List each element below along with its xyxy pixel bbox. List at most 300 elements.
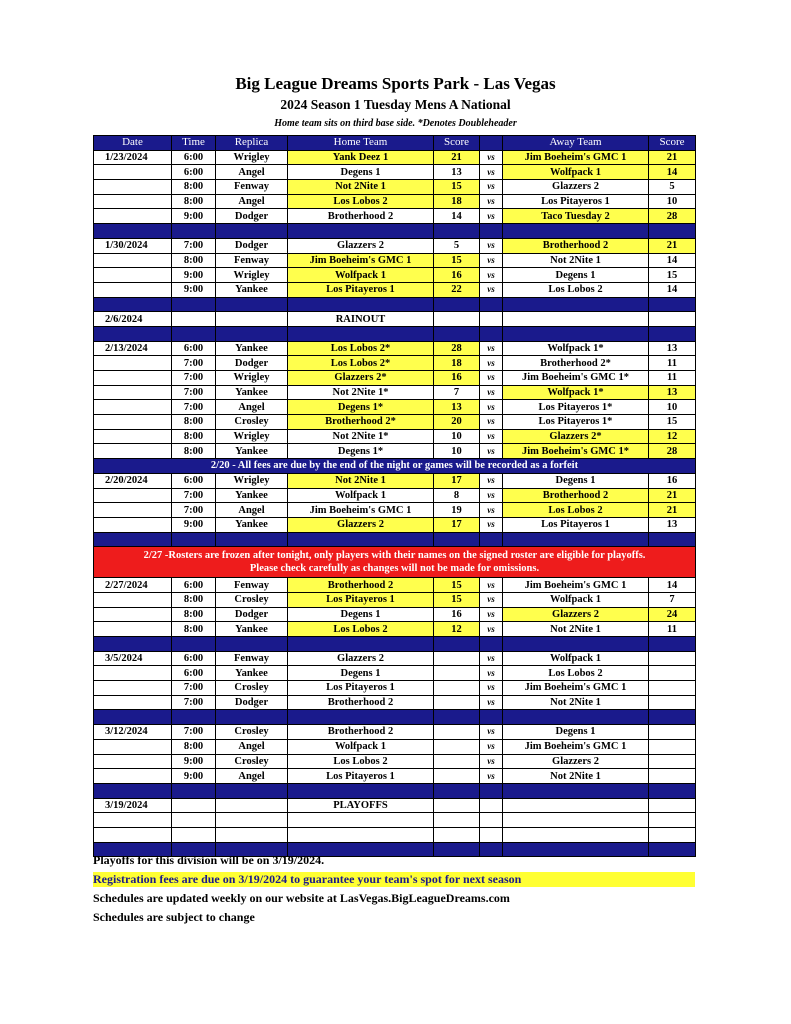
game-time: 8:00 [172, 739, 216, 754]
empty-cell [649, 710, 696, 725]
field-name: Dodger [216, 356, 288, 371]
game-time: 7:00 [172, 681, 216, 696]
field-name: Dodger [216, 238, 288, 253]
game-row [94, 739, 696, 754]
home-score: 12 [434, 622, 480, 637]
game-time: 6:00 [172, 150, 216, 165]
game-row [94, 578, 696, 593]
home-team: Not 2Nite 1 [288, 180, 434, 195]
home-team: Los Pitayeros 1 [288, 769, 434, 784]
schedule-date [94, 400, 172, 415]
col-home-score: Score [434, 136, 480, 151]
vs-label: vs [480, 739, 503, 754]
away-team: Taco Tuesday 2 [503, 209, 649, 224]
field-name: Fenway [216, 253, 288, 268]
empty-cell [434, 813, 480, 828]
empty-cell [288, 326, 434, 341]
game-row [94, 429, 696, 444]
schedule-date [94, 517, 172, 532]
home-team: Glazzers 2 [288, 517, 434, 532]
empty-cell [434, 842, 480, 857]
game-time: 6:00 [172, 165, 216, 180]
page-title: Big League Dreams Sports Park - Las Vegas [235, 74, 556, 93]
schedule-date [94, 194, 172, 209]
empty-cell [94, 827, 172, 842]
empty-cell [480, 783, 503, 798]
away-team: Degens 1 [503, 268, 649, 283]
game-time: 8:00 [172, 622, 216, 637]
empty-cell [503, 813, 649, 828]
away-score: 13 [649, 341, 696, 356]
home-team: Brotherhood 2* [288, 415, 434, 430]
empty-cell [172, 813, 216, 828]
empty-cell [434, 710, 480, 725]
away-team: Degens 1 [503, 473, 649, 488]
col-home-team: Home Team [288, 136, 434, 151]
away-team: Brotherhood 2* [503, 356, 649, 371]
away-team: Wolfpack 1* [503, 385, 649, 400]
away-team: Los Pitayeros 1 [503, 194, 649, 209]
away-score: 11 [649, 356, 696, 371]
empty-cell [480, 532, 503, 547]
separator-row [94, 326, 696, 341]
game-time: 8:00 [172, 415, 216, 430]
field-name: Crosley [216, 681, 288, 696]
home-team: PLAYOFFS [288, 798, 434, 813]
game-time: 6:00 [172, 666, 216, 681]
field-name: Crosley [216, 754, 288, 769]
game-time: 9:00 [172, 209, 216, 224]
home-score [434, 725, 480, 740]
schedule-date [94, 371, 172, 386]
schedule-date [94, 592, 172, 607]
away-score: 15 [649, 415, 696, 430]
roster-alert [94, 547, 696, 578]
field-name: Yankee [216, 517, 288, 532]
schedule-date: 1/23/2024 [94, 150, 172, 165]
vs-label: vs [480, 282, 503, 297]
empty-cell [172, 710, 216, 725]
field-name: Yankee [216, 341, 288, 356]
away-score [649, 695, 696, 710]
game-row [94, 268, 696, 283]
home-score: 16 [434, 268, 480, 283]
home-score: 21 [434, 150, 480, 165]
home-team: Los Pitayeros 1 [288, 681, 434, 696]
home-score [434, 666, 480, 681]
home-score: 17 [434, 473, 480, 488]
away-score: 12 [649, 429, 696, 444]
empty-cell [649, 326, 696, 341]
game-time: 7:00 [172, 371, 216, 386]
empty-cell [216, 637, 288, 652]
field-name: Yankee [216, 622, 288, 637]
empty-cell [288, 710, 434, 725]
col-time: Time [172, 136, 216, 151]
game-time: 7:00 [172, 503, 216, 518]
field-name: Dodger [216, 607, 288, 622]
away-team: Wolfpack 1 [503, 165, 649, 180]
empty-cell [94, 637, 172, 652]
vs-label: vs [480, 769, 503, 784]
game-row [94, 666, 696, 681]
home-score: 13 [434, 165, 480, 180]
empty-cell [480, 224, 503, 239]
home-score: 10 [434, 429, 480, 444]
vs-label: vs [480, 622, 503, 637]
game-row [94, 503, 696, 518]
game-row [94, 798, 696, 813]
home-team: Glazzers 2 [288, 651, 434, 666]
game-row [94, 517, 696, 532]
game-time: 8:00 [172, 180, 216, 195]
empty-cell [434, 783, 480, 798]
empty-cell [503, 637, 649, 652]
empty-cell [94, 783, 172, 798]
schedule-date [94, 385, 172, 400]
away-team: Not 2Nite 1 [503, 769, 649, 784]
empty-cell [288, 224, 434, 239]
vs-label: vs [480, 503, 503, 518]
empty-cell [649, 224, 696, 239]
field-name: Yankee [216, 666, 288, 681]
game-row [94, 209, 696, 224]
vs-label: vs [480, 150, 503, 165]
away-team: Wolfpack 1 [503, 651, 649, 666]
empty-cell [480, 842, 503, 857]
game-row [94, 371, 696, 386]
field-name: Wrigley [216, 268, 288, 283]
game-row [94, 165, 696, 180]
col-replica: Replica [216, 136, 288, 151]
home-team: Los Pitayeros 1 [288, 592, 434, 607]
game-row [94, 180, 696, 195]
empty-cell [503, 224, 649, 239]
separator-row [94, 224, 696, 239]
home-team: Jim Boeheim's GMC 1 [288, 253, 434, 268]
schedule-date [94, 429, 172, 444]
schedule-date: 2/13/2024 [94, 341, 172, 356]
home-team: Degens 1 [288, 165, 434, 180]
empty-cell [288, 813, 434, 828]
game-time: 7:00 [172, 725, 216, 740]
away-score [649, 725, 696, 740]
game-row [94, 385, 696, 400]
home-team: Degens 1* [288, 444, 434, 459]
away-score: 7 [649, 592, 696, 607]
game-row [94, 754, 696, 769]
away-score: 21 [649, 150, 696, 165]
empty-cell [503, 326, 649, 341]
field-name: Crosley [216, 592, 288, 607]
away-team: Los Pitayeros 1* [503, 400, 649, 415]
separator-row [94, 297, 696, 312]
home-team: Wolfpack 1 [288, 739, 434, 754]
schedule-date: 2/20/2024 [94, 473, 172, 488]
home-score: 20 [434, 415, 480, 430]
schedule-date [94, 165, 172, 180]
away-team: Brotherhood 2 [503, 238, 649, 253]
game-row [94, 681, 696, 696]
home-team: Not 2Nite 1* [288, 385, 434, 400]
home-score: 8 [434, 488, 480, 503]
game-row [94, 592, 696, 607]
empty-cell [216, 813, 288, 828]
field-name: Wrigley [216, 429, 288, 444]
home-team: Los Lobos 2* [288, 356, 434, 371]
field-name: Angel [216, 194, 288, 209]
empty-cell [94, 813, 172, 828]
game-time: 9:00 [172, 268, 216, 283]
fee-notice: 2/20 - All fees are due by the end of the night or games will be recorded as a forfeit [94, 459, 696, 474]
home-score [434, 739, 480, 754]
game-row [94, 341, 696, 356]
separator-row [94, 710, 696, 725]
away-team [503, 312, 649, 327]
schedule-date [94, 282, 172, 297]
home-score: 22 [434, 282, 480, 297]
empty-cell [480, 710, 503, 725]
vs-label: vs [480, 473, 503, 488]
change-note: Schedules are subject to change [93, 910, 255, 924]
alert-row [94, 547, 696, 578]
empty-cell [172, 326, 216, 341]
field-name: Yankee [216, 385, 288, 400]
away-team: Glazzers 2 [503, 607, 649, 622]
away-score [649, 681, 696, 696]
schedule-date: 3/12/2024 [94, 725, 172, 740]
game-time: 8:00 [172, 429, 216, 444]
home-score: 10 [434, 444, 480, 459]
empty-cell [172, 297, 216, 312]
home-score: 13 [434, 400, 480, 415]
schedule-table [93, 135, 696, 857]
game-time: 8:00 [172, 194, 216, 209]
home-team: Brotherhood 2 [288, 209, 434, 224]
schedule-date: 1/30/2024 [94, 238, 172, 253]
field-name: Angel [216, 739, 288, 754]
vs-label: vs [480, 371, 503, 386]
empty-cell [649, 532, 696, 547]
away-score: 11 [649, 622, 696, 637]
away-score: 10 [649, 194, 696, 209]
home-score: 18 [434, 194, 480, 209]
empty-cell [649, 827, 696, 842]
home-score: 5 [434, 238, 480, 253]
away-team: Jim Boeheim's GMC 1 [503, 681, 649, 696]
away-score [649, 651, 696, 666]
away-team: Glazzers 2* [503, 429, 649, 444]
away-score: 14 [649, 165, 696, 180]
home-score: 16 [434, 371, 480, 386]
home-score: 15 [434, 253, 480, 268]
game-row [94, 725, 696, 740]
game-row [94, 607, 696, 622]
empty-cell [172, 637, 216, 652]
field-name: Angel [216, 400, 288, 415]
empty-cell [94, 224, 172, 239]
away-team: Jim Boeheim's GMC 1* [503, 444, 649, 459]
away-team: Glazzers 2 [503, 180, 649, 195]
away-score: 13 [649, 517, 696, 532]
separator-row [94, 637, 696, 652]
game-time: 8:00 [172, 592, 216, 607]
home-score: 15 [434, 578, 480, 593]
home-score: 7 [434, 385, 480, 400]
away-score [649, 754, 696, 769]
field-name: Fenway [216, 180, 288, 195]
game-row [94, 769, 696, 784]
away-team: Not 2Nite 1 [503, 622, 649, 637]
field-name: Wrigley [216, 150, 288, 165]
field-name: Wrigley [216, 473, 288, 488]
vs-label [480, 312, 503, 327]
vs-label: vs [480, 385, 503, 400]
away-score: 21 [649, 503, 696, 518]
field-name: Angel [216, 165, 288, 180]
game-time: 6:00 [172, 578, 216, 593]
game-time: 7:00 [172, 385, 216, 400]
field-name: Yankee [216, 488, 288, 503]
empty-row [94, 813, 696, 828]
schedule-date [94, 356, 172, 371]
empty-cell [288, 827, 434, 842]
home-team: Wolfpack 1 [288, 488, 434, 503]
game-row [94, 473, 696, 488]
schedule-date [94, 622, 172, 637]
home-team: Los Lobos 2 [288, 194, 434, 209]
empty-cell [288, 297, 434, 312]
home-score: 15 [434, 592, 480, 607]
empty-cell [216, 326, 288, 341]
col-date: Date [94, 136, 172, 151]
empty-cell [172, 827, 216, 842]
home-team: Yank Deez 1 [288, 150, 434, 165]
home-score: 17 [434, 517, 480, 532]
field-name: Crosley [216, 725, 288, 740]
home-team: Brotherhood 2 [288, 725, 434, 740]
home-score [434, 754, 480, 769]
away-score: 28 [649, 444, 696, 459]
game-time: 6:00 [172, 651, 216, 666]
vs-label: vs [480, 681, 503, 696]
game-time: 7:00 [172, 695, 216, 710]
away-score: 11 [649, 371, 696, 386]
away-score: 14 [649, 253, 696, 268]
home-score [434, 651, 480, 666]
field-name [216, 312, 288, 327]
empty-cell [649, 297, 696, 312]
vs-label: vs [480, 400, 503, 415]
game-time: 7:00 [172, 356, 216, 371]
field-name: Crosley [216, 415, 288, 430]
away-team: Not 2Nite 1 [503, 695, 649, 710]
game-row [94, 194, 696, 209]
registration-note: Registration fees are due on 3/19/2024 to guarantee your team's spot for next season [93, 872, 695, 887]
vs-label: vs [480, 194, 503, 209]
game-row [94, 400, 696, 415]
game-row [94, 282, 696, 297]
empty-cell [503, 532, 649, 547]
schedule-date [94, 503, 172, 518]
away-team: Jim Boeheim's GMC 1 [503, 150, 649, 165]
away-team: Los Lobos 2 [503, 666, 649, 681]
schedule-date [94, 268, 172, 283]
home-team: Los Lobos 2 [288, 622, 434, 637]
away-team: Los Lobos 2 [503, 282, 649, 297]
vs-label: vs [480, 341, 503, 356]
empty-cell [172, 532, 216, 547]
home-score: 28 [434, 341, 480, 356]
empty-cell [434, 637, 480, 652]
vs-label: vs [480, 607, 503, 622]
home-score: 14 [434, 209, 480, 224]
notice-row [94, 459, 696, 474]
empty-cell [434, 532, 480, 547]
schedule-date [94, 209, 172, 224]
schedule-date: 2/27/2024 [94, 578, 172, 593]
game-row [94, 622, 696, 637]
schedule-date [94, 695, 172, 710]
empty-cell [434, 326, 480, 341]
vs-label: vs [480, 578, 503, 593]
game-time: 7:00 [172, 488, 216, 503]
home-score: 19 [434, 503, 480, 518]
home-score [434, 695, 480, 710]
game-row [94, 651, 696, 666]
home-score [434, 769, 480, 784]
home-team: Jim Boeheim's GMC 1 [288, 503, 434, 518]
vs-label: vs [480, 725, 503, 740]
game-row [94, 695, 696, 710]
empty-cell [503, 827, 649, 842]
game-time: 7:00 [172, 238, 216, 253]
empty-cell [434, 827, 480, 842]
home-team: Degens 1 [288, 607, 434, 622]
home-team: Degens 1* [288, 400, 434, 415]
empty-cell [172, 783, 216, 798]
field-name: Angel [216, 769, 288, 784]
vs-label [480, 798, 503, 813]
website-note: Schedules are updated weekly on our website at LasVegas.BigLeagueDreams.com [93, 891, 510, 905]
empty-cell [649, 783, 696, 798]
away-score: 21 [649, 488, 696, 503]
away-score [649, 739, 696, 754]
field-name: Yankee [216, 444, 288, 459]
game-time: 9:00 [172, 769, 216, 784]
empty-cell [503, 710, 649, 725]
empty-cell [94, 532, 172, 547]
away-team [503, 798, 649, 813]
home-score [434, 798, 480, 813]
away-team: Jim Boeheim's GMC 1 [503, 578, 649, 593]
separator-row [94, 532, 696, 547]
home-score: 15 [434, 180, 480, 195]
field-name: Dodger [216, 695, 288, 710]
empty-cell [288, 532, 434, 547]
home-team: Los Lobos 2* [288, 341, 434, 356]
empty-cell [288, 637, 434, 652]
away-team: Not 2Nite 1 [503, 253, 649, 268]
empty-cell [649, 813, 696, 828]
home-team: Los Lobos 2 [288, 754, 434, 769]
empty-cell [649, 842, 696, 857]
empty-cell [94, 326, 172, 341]
field-name: Yankee [216, 282, 288, 297]
vs-label: vs [480, 651, 503, 666]
game-time: 8:00 [172, 253, 216, 268]
vs-label: vs [480, 444, 503, 459]
